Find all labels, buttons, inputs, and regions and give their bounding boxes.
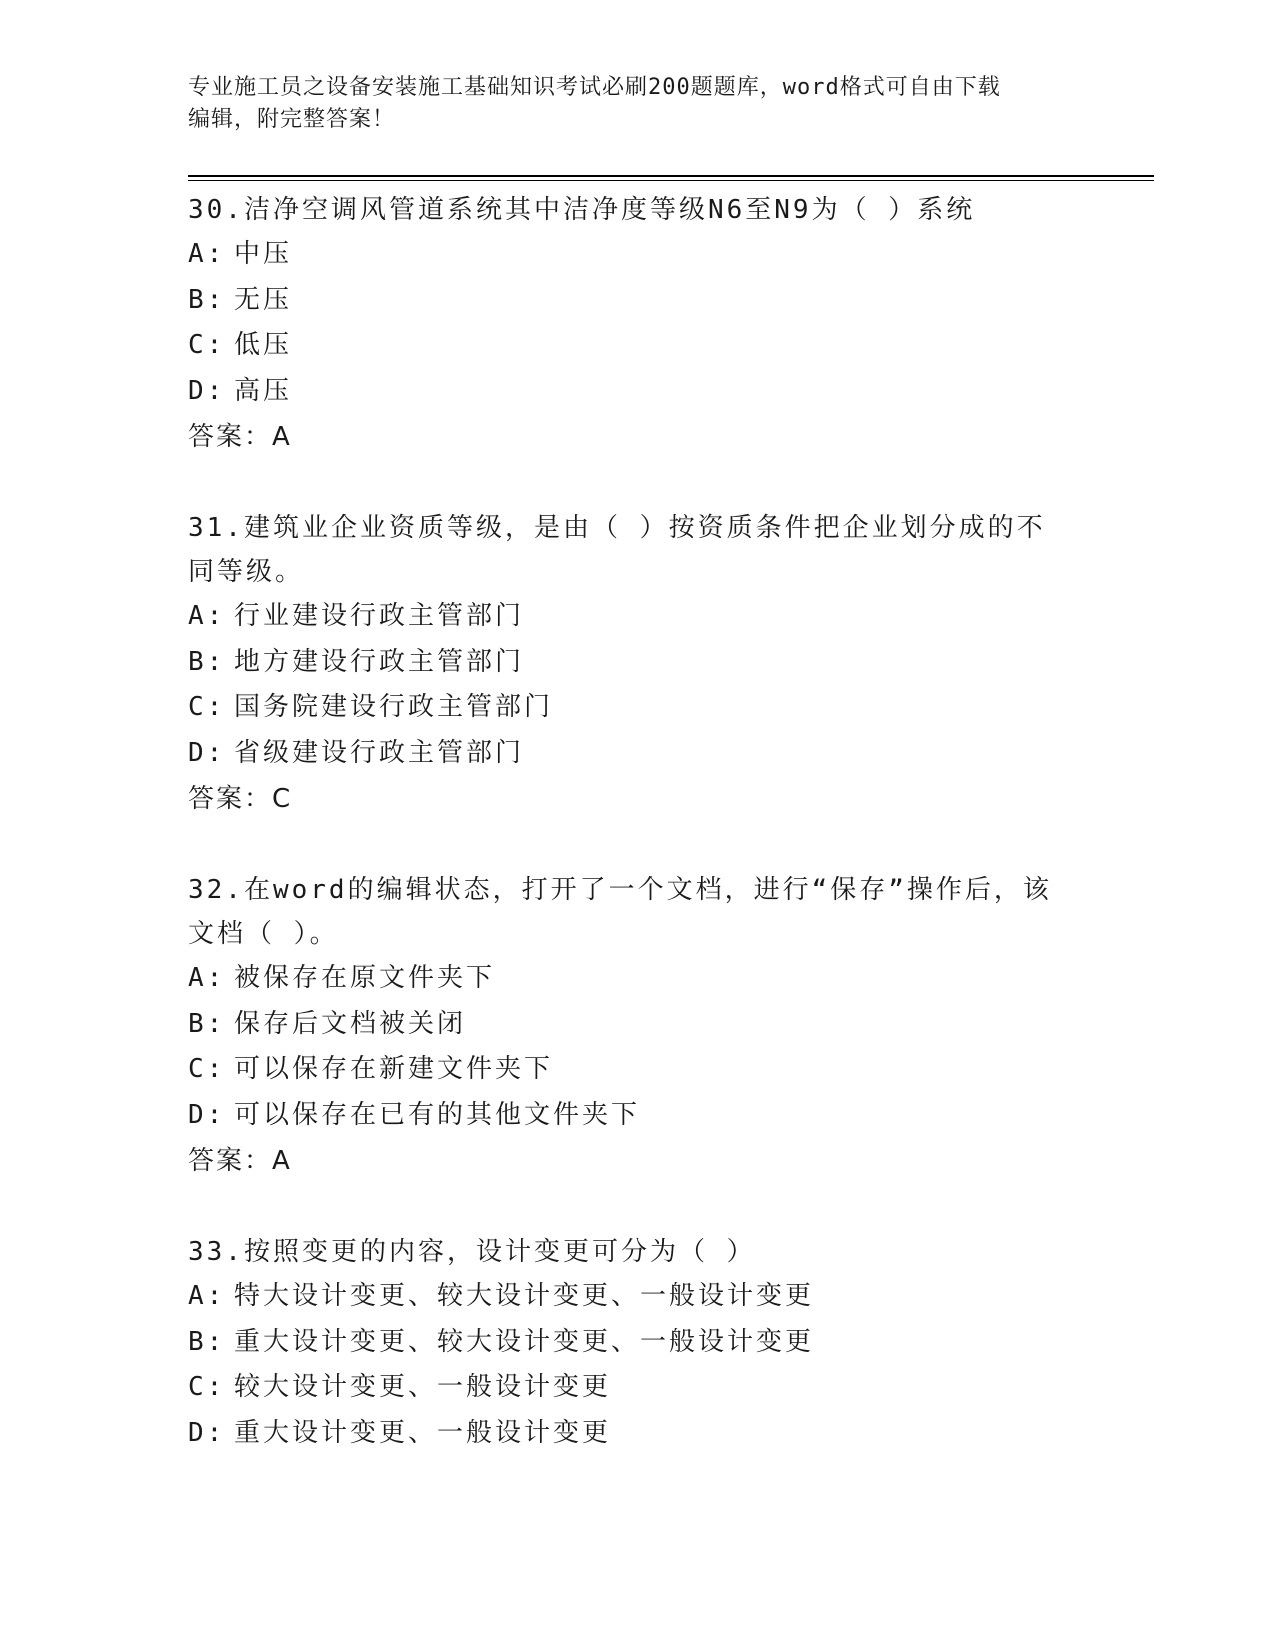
option-a — [188, 956, 1068, 1002]
option-letter: D: — [188, 1417, 226, 1448]
question-text: 30.洁净空调风管道系统其中洁净度等级N6至N9为（ ）系统 — [188, 195, 976, 225]
option-a — [188, 1274, 1068, 1320]
question-text: 33.按照变更的内容，设计变更可分为（ ） — [188, 1237, 756, 1267]
option-letter: B: — [188, 1326, 226, 1357]
option-letter: C: — [188, 1372, 226, 1402]
option-letter: B: — [188, 1008, 226, 1039]
question-31 — [188, 506, 1068, 822]
question-33 — [188, 1230, 1068, 1456]
question-30 — [188, 188, 1068, 460]
option-letter: A: — [188, 1281, 226, 1311]
option-letter: C: — [188, 1054, 226, 1084]
option-letter: A: — [188, 963, 226, 993]
option-letter: D: — [188, 1099, 226, 1130]
document-header — [188, 72, 1088, 136]
option-letter: B: — [188, 646, 226, 677]
option-c — [188, 1365, 1068, 1411]
option-text: 保存后文档被关闭 — [234, 1008, 467, 1039]
option-c — [188, 323, 1068, 369]
option-text: 重大设计变更、较大设计变更、一般设计变更 — [234, 1326, 815, 1357]
option-text: 特大设计变更、较大设计变更、一般设计变更 — [234, 1281, 815, 1311]
option-d — [188, 731, 1068, 777]
answer-label: 答案：C — [188, 784, 293, 814]
option-text: 国务院建设行政主管部门 — [234, 692, 554, 722]
option-b — [188, 278, 1068, 324]
option-letter: A: — [188, 239, 226, 269]
answer-label: 答案：A — [188, 1146, 292, 1176]
option-text: 行业建设行政主管部门 — [234, 601, 525, 631]
option-text: 高压 — [234, 375, 293, 406]
header-divider-thin — [188, 180, 1154, 181]
option-text: 地方建设行政主管部门 — [234, 646, 525, 677]
option-b — [188, 1002, 1068, 1048]
option-text: 较大设计变更、一般设计变更 — [234, 1372, 612, 1402]
option-letter: A: — [188, 601, 226, 631]
option-letter: C: — [188, 330, 226, 360]
header-line-1: 专业施工员之设备安装施工基础知识考试必刷200题题库，word格式可自由下载 — [188, 75, 1001, 100]
option-text: 被保存在原文件夹下 — [234, 963, 496, 993]
option-d — [188, 1411, 1068, 1457]
header-divider-thick — [188, 175, 1154, 177]
option-letter: D: — [188, 737, 226, 768]
option-text: 可以保存在已有的其他文件夹下 — [234, 1099, 641, 1130]
option-text: 重大设计变更、一般设计变更 — [234, 1417, 612, 1448]
question-text: 31.建筑业企业资质等级，是由（ ）按资质条件把企业划分成的不同等级。 — [188, 513, 1046, 587]
option-text: 可以保存在新建文件夹下 — [234, 1054, 554, 1084]
option-letter: B: — [188, 284, 226, 315]
option-letter: C: — [188, 692, 226, 722]
option-a — [188, 232, 1068, 278]
option-letter: D: — [188, 375, 226, 406]
option-b — [188, 1320, 1068, 1366]
question-text: 32.在word的编辑状态，打开了一个文档，进行“保存”操作后，该文档（ ）。 — [188, 875, 1052, 949]
option-text: 低压 — [234, 330, 293, 360]
option-b — [188, 640, 1068, 686]
answer-label: 答案：A — [188, 422, 292, 452]
question-32 — [188, 868, 1068, 1184]
option-text: 省级建设行政主管部门 — [234, 737, 525, 768]
option-c — [188, 1047, 1068, 1093]
option-a — [188, 594, 1068, 640]
option-text: 无压 — [234, 284, 293, 315]
question-list — [188, 188, 1068, 1456]
header-line-2: 编辑，附完整答案！ — [188, 107, 396, 132]
option-d — [188, 369, 1068, 415]
option-text: 中压 — [234, 239, 293, 269]
option-c — [188, 685, 1068, 731]
option-d — [188, 1093, 1068, 1139]
